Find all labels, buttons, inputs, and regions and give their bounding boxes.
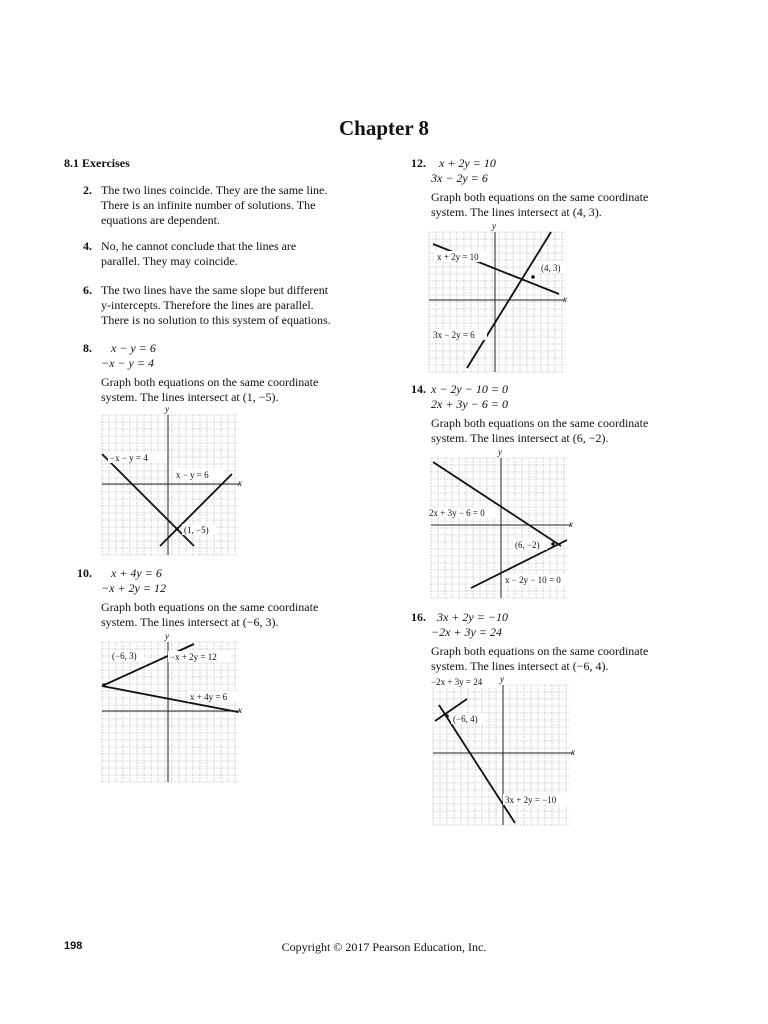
text-line: Graph both equations on the same coordinate [431, 644, 649, 658]
text-line: Graph both equations on the same coordinate [431, 190, 649, 204]
text-line: The two lines have the same slope but different [101, 283, 329, 297]
line-label: 3x − 2y = 6 [433, 330, 475, 340]
text-line: system. The lines intersect at (−6, 3). [101, 615, 279, 629]
coordinate-graph [431, 448, 571, 598]
coordinate-graph [102, 632, 242, 782]
y-axis-label: y [165, 404, 169, 414]
grid [102, 642, 238, 782]
text-line: No, he cannot conclude that the lines are [101, 239, 297, 253]
graph-exercise-12 [429, 222, 569, 372]
graph-exercise-14 [431, 448, 571, 598]
line-label: −2x + 3y = 24 [431, 677, 483, 687]
line-label: x − 2y − 10 = 0 [505, 575, 561, 585]
exercise-number: 16. [411, 610, 426, 624]
section-title: 8.1 Exercises [64, 156, 130, 170]
exercise-number: 12. [411, 156, 426, 170]
line-label: x − y = 6 [176, 470, 209, 480]
text-line: parallel. They may coincide. [101, 254, 238, 268]
y-axis-label: y [500, 674, 504, 684]
text-line: There is no solution to this system of equations. [101, 313, 331, 327]
text-line: y-intercepts. Therefore the lines are parallel. [101, 298, 314, 312]
text-line: Graph both equations on the same coordinate [101, 600, 319, 614]
line-label: −x − y = 4 [110, 453, 148, 463]
line-label: −x + 2y = 12 [170, 652, 217, 662]
text-line: Graph both equations on the same coordinate [101, 375, 319, 389]
intersection-point [531, 275, 535, 279]
x-axis-label: x [238, 478, 242, 488]
coordinate-graph [429, 222, 569, 372]
y-axis-label: y [492, 221, 496, 231]
text-line: There is an infinite number of solutions. The [101, 198, 316, 212]
equation: 3x + 2y = −10 [437, 610, 508, 624]
line-label: 2x + 3y − 6 = 0 [429, 508, 485, 518]
text-line: system. The lines intersect at (−6, 4). [431, 659, 609, 673]
equation: 2x + 3y − 6 = 0 [431, 397, 508, 411]
equation: −x + 2y = 12 [101, 581, 166, 595]
intersection-point [551, 542, 555, 546]
page-number: 198 [64, 940, 83, 952]
line-label: x + 2y = 10 [437, 252, 479, 262]
exercise-number: 2. [83, 183, 92, 197]
intersection-point [175, 527, 179, 531]
y-axis-label: y [498, 447, 502, 457]
text-line: system. The lines intersect at (1, −5). [101, 390, 279, 404]
y-axis-label: y [165, 631, 169, 641]
point-label: (−6, 3) [112, 651, 137, 661]
text-line: The two lines coincide. They are the same line. [101, 183, 328, 197]
line-label: x + 4y = 6 [190, 692, 228, 702]
point-label: (−6, 4) [453, 714, 478, 724]
equation: x + 2y = 10 [439, 156, 496, 170]
exercise-number: 4. [83, 239, 92, 253]
equation: −2x + 3y = 24 [431, 625, 502, 639]
graph-exercise-8 [102, 405, 242, 555]
equation: −x − y = 4 [101, 356, 154, 370]
x-axis-label: x [569, 519, 573, 529]
text-line: system. The lines intersect at (6, −2). [431, 431, 609, 445]
x-axis-label: x [238, 705, 242, 715]
equation: x − y = 6 [111, 341, 156, 355]
exercise-number: 6. [83, 283, 92, 297]
point-label: (1, −5) [184, 525, 209, 535]
grid [102, 415, 238, 555]
text-line: equations are dependent. [101, 213, 220, 227]
copyright: Copyright © 2017 Pearson Education, Inc. [281, 940, 487, 954]
x-axis-label: x [563, 294, 567, 304]
exercise-number: 10. [77, 566, 92, 580]
text-line: Graph both equations on the same coordinate [431, 416, 649, 430]
intersection-point [102, 683, 106, 687]
equation: x + 4y = 6 [111, 566, 162, 580]
x-axis-label: x [571, 747, 575, 757]
line-label: 3x + 2y = −10 [505, 795, 557, 805]
chapter-title: Chapter 8 [338, 116, 430, 140]
text-line: system. The lines intersect at (4, 3). [431, 205, 602, 219]
intersection-point [445, 714, 449, 718]
graph-exercise-16 [433, 675, 573, 825]
exercise-number: 8. [83, 341, 92, 355]
point-label: (6, −2) [515, 540, 540, 550]
coordinate-graph [102, 405, 242, 555]
exercise-number: 14. [411, 382, 426, 396]
equation: 3x − 2y = 6 [431, 171, 488, 185]
point-label: (4, 3) [541, 263, 561, 273]
coordinate-graph [433, 675, 573, 825]
equation: x − 2y − 10 = 0 [431, 382, 508, 396]
graph-exercise-10 [102, 632, 242, 782]
